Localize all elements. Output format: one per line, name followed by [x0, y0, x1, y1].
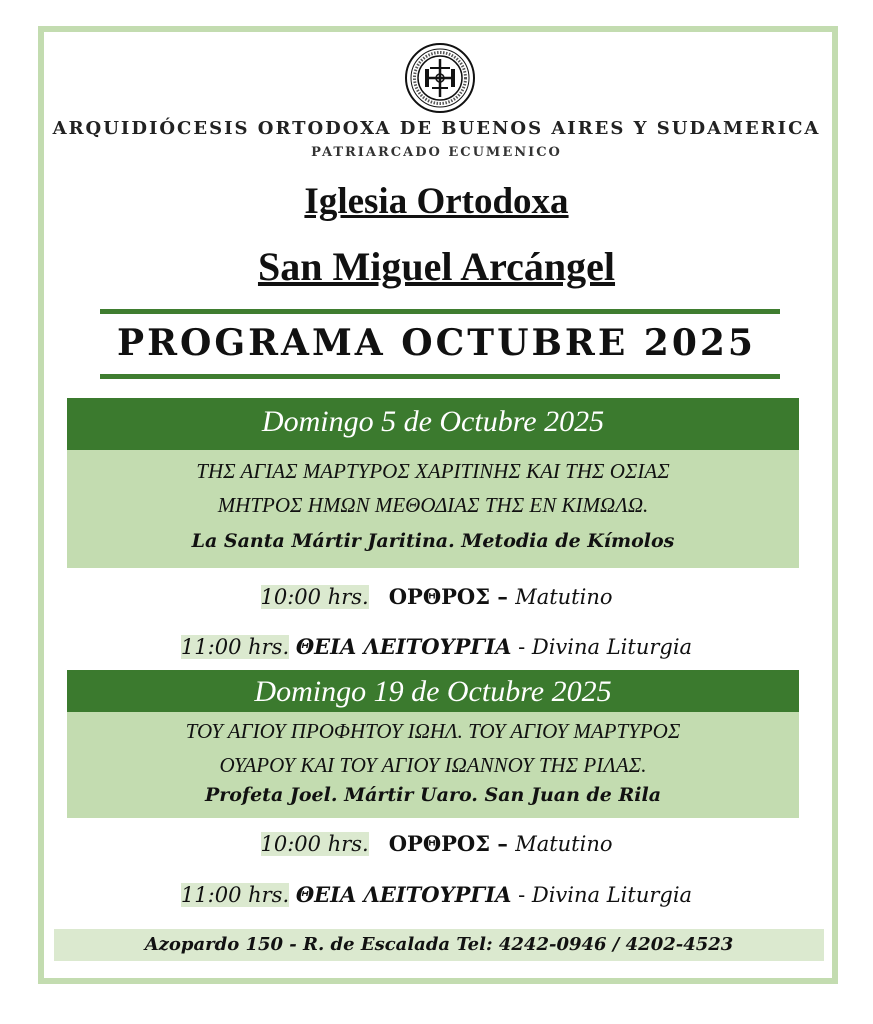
- saints-greek-line2: ΟΥΑΡΟΥ ΚΑΙ ΤΟΥ ΑΓΙΟΥ ΙΩΑΝΝΟΥ ΤΗΣ ΡΙΛΑΣ.: [219, 753, 647, 777]
- service-row: [0, 882, 873, 907]
- service-time: 10:00 hrs.: [260, 585, 369, 609]
- contact-footer: Azopardo 150 - R. de Escalada Tel: 4242-0946 / 4202-4523: [54, 929, 824, 961]
- service-separator: –: [490, 831, 516, 856]
- church-title-line2: San Miguel Arcángel: [257, 244, 616, 289]
- event-date-banner: Domingo 5 de Octubre 2025: [67, 398, 799, 450]
- service-spanish: Matutino: [515, 832, 613, 856]
- service-time: 11:00 hrs.: [180, 883, 290, 907]
- program-title: PROGRAMA OCTUBRE 2025: [117, 322, 756, 364]
- event-saints-box: [67, 712, 799, 818]
- patriarchate-seal-icon: [404, 42, 476, 114]
- service-separator: -: [511, 883, 532, 907]
- saints-greek-line1: ΤΗΣ ΑΓΙΑΣ ΜΑΡΤΥΡΟΣ ΧΑΡΙΤΙΝΗΣ ΚΑΙ ΤΗΣ ΟΣΙΑΣ: [196, 459, 670, 483]
- service-time: 11:00 hrs.: [180, 635, 290, 659]
- saints-spanish: Profeta Joel. Mártir Uaro. San Juan de Rila: [204, 784, 662, 806]
- saints-spanish: La Santa Mártir Jaritina. Metodia de Kímolos: [191, 530, 675, 552]
- patriarchate-subtitle: PATRIARCADO ECUMENICO: [311, 145, 562, 160]
- archdiocese-title: ARQUIDIÓCESIS ORTODOXA DE BUENOS AIRES Y SUDAMERICA: [52, 118, 821, 139]
- service-row: [0, 831, 873, 856]
- service-greek: ΟΡΘΡΟΣ: [388, 584, 491, 609]
- divider-top: [100, 309, 780, 314]
- service-spanish: Divina Liturgia: [531, 883, 693, 907]
- service-spanish: Matutino: [515, 585, 613, 609]
- saints-greek-line1: ΤΟΥ ΑΓΙΟΥ ΠΡΟΦΗΤΟΥ ΙΩΗΛ. ΤΟΥ ΑΓΙΟΥ ΜΑΡΤΥΡΟΣ: [185, 719, 681, 743]
- service-greek: ΟΡΘΡΟΣ: [388, 831, 491, 856]
- service-greek: ΘΕΙΑ ΛΕΙΤΟΥΡΓΙΑ: [295, 882, 512, 907]
- event-saints-box: [67, 450, 799, 568]
- service-time: 10:00 hrs.: [260, 832, 369, 856]
- divider-bottom: [100, 374, 780, 379]
- service-greek: ΘΕΙΑ ΛΕΙΤΟΥΡΓΙΑ: [295, 634, 512, 659]
- service-spanish: Divina Liturgia: [531, 635, 693, 659]
- service-row: [0, 634, 873, 659]
- church-title-line1: Iglesia Ortodoxa: [304, 181, 569, 222]
- saints-greek-line2: ΜΗΤΡΟΣ ΗΜΩΝ ΜΕΘΟΔΙΑΣ ΤΗΣ ΕΝ ΚΙΜΩΛΩ.: [217, 493, 649, 517]
- service-row: [0, 584, 873, 609]
- service-separator: –: [490, 584, 516, 609]
- service-separator: -: [511, 635, 532, 659]
- event-date-banner: Domingo 19 de Octubre 2025: [67, 670, 799, 712]
